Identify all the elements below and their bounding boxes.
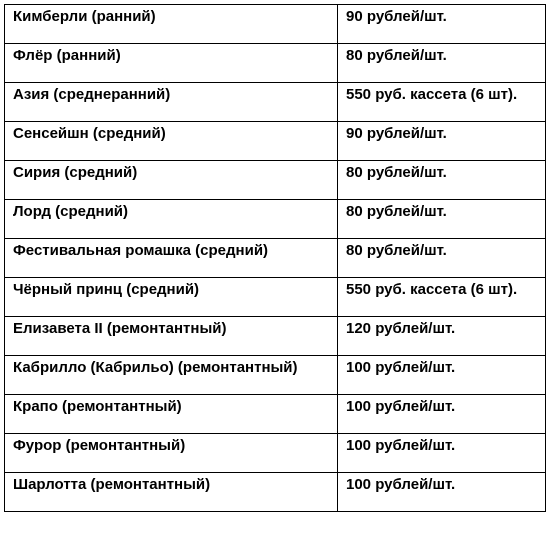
table-row	[5, 473, 546, 512]
variety-name-cell: Лорд (средний)	[5, 200, 338, 239]
price-table-body	[5, 5, 546, 512]
table-row	[5, 239, 546, 278]
table-row	[5, 122, 546, 161]
price-table	[4, 4, 546, 512]
variety-name-cell: Сенсейшн (средний)	[5, 122, 338, 161]
table-row	[5, 161, 546, 200]
variety-name-cell: Фестивальная ромашка (средний)	[5, 239, 338, 278]
variety-name-cell: Флёр (ранний)	[5, 44, 338, 83]
price-cell: 80 рублей/шт.	[338, 239, 546, 278]
variety-name-cell: Азия (среднеранний)	[5, 83, 338, 122]
variety-name-cell: Шарлотта (ремонтантный)	[5, 473, 338, 512]
price-cell: 100 рублей/шт.	[338, 356, 546, 395]
variety-name-cell: Фурор (ремонтантный)	[5, 434, 338, 473]
variety-name-cell: Елизавета II (ремонтантный)	[5, 317, 338, 356]
table-row	[5, 83, 546, 122]
price-cell: 120 рублей/шт.	[338, 317, 546, 356]
price-cell: 100 рублей/шт.	[338, 434, 546, 473]
table-row	[5, 395, 546, 434]
table-row	[5, 5, 546, 44]
price-cell: 90 рублей/шт.	[338, 5, 546, 44]
table-row	[5, 356, 546, 395]
table-row	[5, 278, 546, 317]
price-cell: 100 рублей/шт.	[338, 473, 546, 512]
price-cell: 100 рублей/шт.	[338, 395, 546, 434]
price-cell: 550 руб. кассета (6 шт).	[338, 83, 546, 122]
variety-name-cell: Кабрилло (Кабрильо) (ремонтантный)	[5, 356, 338, 395]
price-cell: 550 руб. кассета (6 шт).	[338, 278, 546, 317]
variety-name-cell: Крапо (ремонтантный)	[5, 395, 338, 434]
variety-name-cell: Кимберли (ранний)	[5, 5, 338, 44]
table-row	[5, 44, 546, 83]
price-cell: 80 рублей/шт.	[338, 44, 546, 83]
price-cell: 90 рублей/шт.	[338, 122, 546, 161]
table-row	[5, 200, 546, 239]
price-cell: 80 рублей/шт.	[338, 200, 546, 239]
variety-name-cell: Чёрный принц (средний)	[5, 278, 338, 317]
variety-name-cell: Сирия (средний)	[5, 161, 338, 200]
table-row	[5, 317, 546, 356]
table-row	[5, 434, 546, 473]
price-cell: 80 рублей/шт.	[338, 161, 546, 200]
